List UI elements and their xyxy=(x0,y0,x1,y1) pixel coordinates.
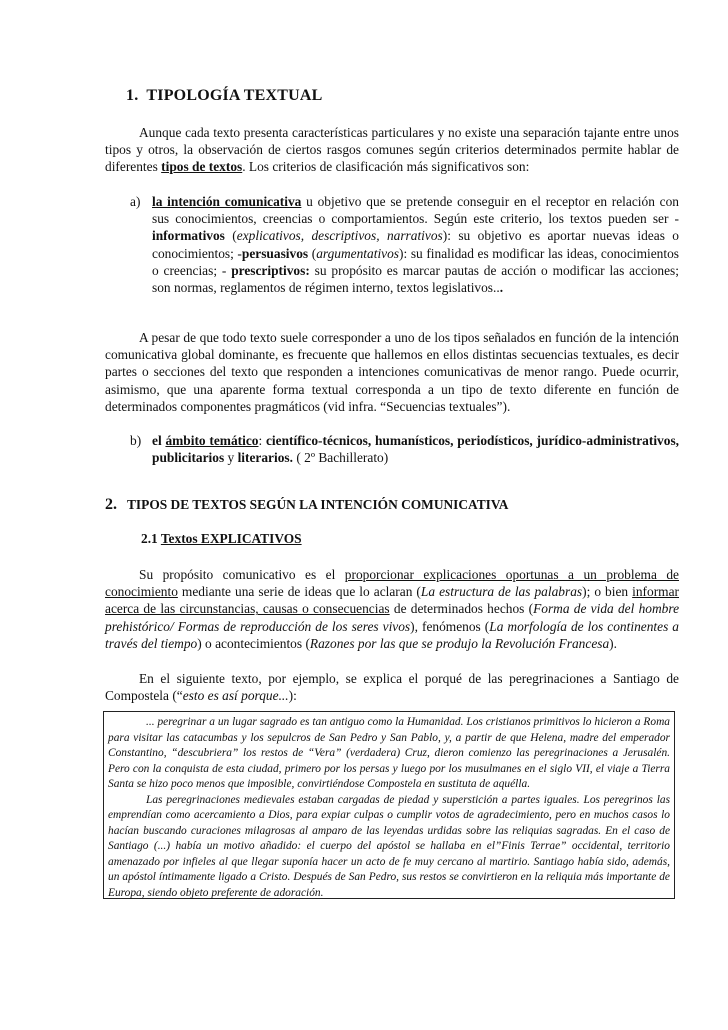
intro-keyword: tipos de textos xyxy=(161,159,243,175)
list-label-b: b) xyxy=(130,433,142,448)
criterion-a-text: ): su objetivo es aportar nuevas ideas o conocimientos; - xyxy=(152,228,680,261)
section-1-heading xyxy=(126,87,322,105)
criterion-b xyxy=(105,432,679,466)
section-2-heading xyxy=(105,496,508,514)
criterion-a-keyword: la intención comunicativa xyxy=(152,194,302,209)
criterion-b-keyword: ámbito temático xyxy=(165,433,259,448)
criterion-a-text: ( xyxy=(224,228,237,244)
subsection-2-1-paragraph-1 xyxy=(105,566,679,652)
section-2-title: TIPOS DE TEXTOS SEGÚN LA INTENCIÓN COMUNICATIVA xyxy=(127,497,509,512)
italic-example: La estructura de las palabras xyxy=(420,584,583,600)
italic-argumentativos: argumentativos xyxy=(316,245,400,261)
paragraph-text: ): xyxy=(288,688,297,704)
section-1-paragraph-2: A pesar de que todo texto suele corresponder a uno de los tipos señalados en función de la intención comunicativa global dominante, es frecuente que hallemos en ellos distintas secuencias textuales, es decir partes o secciones del texto que responden a intenciones comunicativas de menor rango. Puede ocurrir, asimismo, que una aparente forma textual corresponda a un tipo de texto diferente en función de determinados componentes pragmáticos (vid infra. “Secuencias textuales”). xyxy=(105,330,679,414)
criterion-a-text: u objetivo que se pretende conseguir en el receptor en relación con sus conocimientos, creencias o comportamientos. Según este criterio, los textos pueden ser - xyxy=(152,194,679,227)
subsection-number: 2.1 xyxy=(141,531,161,546)
criterion-b-text: : xyxy=(258,433,266,448)
criterion-a-text: su propósito es marcar pautas de acción o modificar las acciones; son normas, reglamentos de régimen interno, textos legislativos.. xyxy=(152,262,679,296)
criterion-b-article: el xyxy=(152,433,166,448)
subsection-2-1-paragraph-2 xyxy=(105,670,679,704)
intro-text-end: . Los criterios de clasificación más significativos son: xyxy=(242,159,530,175)
criterion-b-types: científico-técnicos, humanísticos, periodísticos, jurídico-administrativos, publicitarios xyxy=(152,433,680,466)
criterion-a xyxy=(105,193,679,296)
subsection-title: Textos EXPLICATIVOS xyxy=(160,531,302,546)
section-1-intro xyxy=(105,124,679,176)
keyword-informativos: informativos xyxy=(152,228,225,244)
paragraph-text: ); o bien xyxy=(582,584,633,600)
quote-paragraph-1: ... peregrinar a un lugar sagrado es tan antiguo como la Humanidad. Los cristianos primitivos lo hicieron a Roma para visitar las catacumbas y los sepulcros de San Pedro y San Pablo, y, a partir de que Helena, madre del emperador Constantino, “descubriera” los restos de “Vera” (verdadera) Cruz, dieron comienzo las peregrinaciones a Jerusalén. Pero con la conquista de esta ciudad, primero por los persas y luego por los musulmanes en el siglo VII, el viaje a Tierra Santa se hizo poco menos que imposible, convirtiéndose Compostela en sustituta de aquélla. xyxy=(108,716,670,790)
underlined-text: informar acerca de las circunstancias, causas o consecuencias xyxy=(105,584,679,617)
paragraph-text: de determinados hechos ( xyxy=(389,601,534,617)
section-2-number: 2. xyxy=(105,496,117,513)
section-1-title: TIPOLOGÍA TEXTUAL xyxy=(146,87,323,104)
paragraph-text: ). xyxy=(609,635,617,651)
intro-text: Aunque cada texto presenta características particulares y no existe una separación tajante entre unos tipos y otros, la observación de ciertos rasgos comunes según criterios determinados permite hablar de diferentes xyxy=(105,125,679,175)
underlined-text: proporcionar explicaciones oportunas a un problema de conocimiento xyxy=(105,567,680,600)
criterion-b-literarios: literarios. xyxy=(237,450,293,466)
paragraph-text: mediante una serie de ideas que lo aclaran ( xyxy=(177,584,421,600)
italic-example: Razones por las que se produjo la Revolución Francesa xyxy=(309,635,610,651)
criterion-a-text: ): su finalidad es modificar las ideas, conocimientos o creencias; - xyxy=(152,245,680,278)
criterion-b-text: y xyxy=(224,450,238,466)
italic-example: Forma de vida del hombre prehistórico/ Formas de reproducción de los seres vivos xyxy=(105,601,680,634)
paragraph-text: ) o acontecimientos ( xyxy=(197,635,310,651)
criterion-b-note: ( 2º Bachillerato) xyxy=(292,450,389,466)
criterion-a-text: ( xyxy=(308,245,317,261)
criterion-a-text-end: . xyxy=(499,280,504,296)
keyword-prescriptivos: prescriptivos: xyxy=(231,262,310,278)
italic-explicativos: explicativos, descriptivos, narrativos xyxy=(236,228,443,244)
paragraph-text: En el siguiente texto, por ejemplo, se explica el porqué de las peregrinaciones a Santiago de Compostela (“ xyxy=(105,671,679,704)
keyword-persuasivos: persuasivos xyxy=(241,245,309,261)
italic-example: La morfología de los continentes a través del tiempo xyxy=(105,618,680,651)
paragraph-text: ), fenómenos ( xyxy=(410,618,490,634)
section-1-number: 1. xyxy=(126,87,139,104)
italic-phrase: esto es así porque... xyxy=(182,688,289,704)
paragraph-text: Su propósito comunicativo es el xyxy=(139,567,345,582)
quoted-text-box xyxy=(103,711,675,899)
subsection-2-1-heading xyxy=(141,531,302,547)
list-label-a: a) xyxy=(130,194,141,209)
quote-paragraph-2: Las peregrinaciones medievales estaban cargadas de piedad y superstición a partes iguales. Los peregrinos las emprendían como acercamiento a Dios, para expiar culpas o cumplir votos de agradecimiento, pero en muchos casos lo hacían buscando curaciones milagrosas al amparo de las leyendas urdidas sobre las reliquias sagradas. En el caso de Santiago (...) había un motivo añadido: el cuerpo del apóstol se hallaba en el”Finis Terrae” occidental, territorio amenazado por infieles al que llegar suponía hacer un acto de fe muy cercano al martirio. Santiago había sido, además, un apóstol íntimamente ligado a Cristo. Después de San Pedro, sus restos se convirtieron en la reliquia más importante de Europa, siendo objeto preferente de adoración. xyxy=(108,793,670,899)
